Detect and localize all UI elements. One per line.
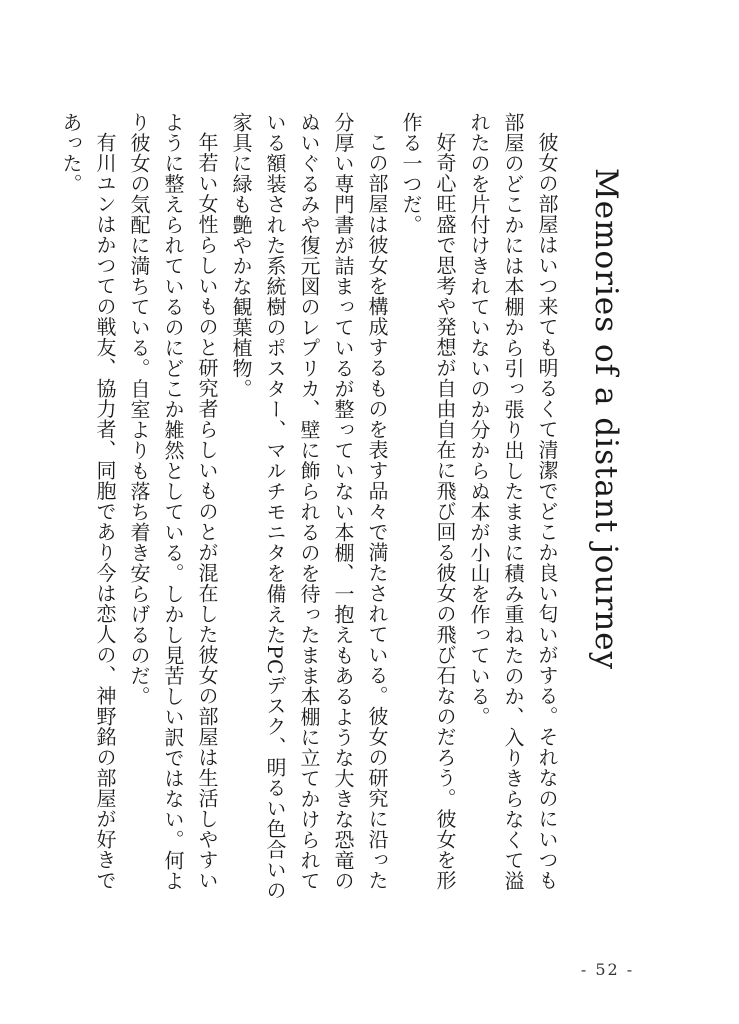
body-text — [54, 112, 564, 902]
paragraph: 有川ユンはかつての戦友、協力者、同胞であり今は恋人の、神野銘の部屋が好きであった。 — [59, 112, 117, 891]
chapter-title: Memories of a distant journey — [588, 168, 624, 671]
paragraph: 好奇心旺盛で思考や発想が自由自在に飛び回る彼女の飛び石なのだろう。彼女を形作る一つだ。 — [399, 112, 457, 891]
page-number-container — [0, 960, 739, 979]
page-number: - 52 - — [580, 960, 635, 979]
paragraph: この部屋は彼女を構成するものを表す品々で満たされている。彼女の研究に沿った分厚い専門書が詰まっているが整っていない本棚、一抱えもあるような大きな恐竜のぬいぐるみや復元図のレプリカ、壁に飾られるのを待ったまま本棚に立てかけられている額装された系統樹のポスター、マルチモニタを備えたPCデスク、明るい色合いの家具に緑も艶やかな観葉植物。 — [229, 112, 389, 901]
paragraph: 彼女の部屋はいつ来ても明るくて清潔でどこか良い匂いがする。それなのにいつも部屋のどこかには本棚から引っ張り出したままに積み重ねたのか、入りきらなくて溢れたのを片付けきれていないのか分からぬ本が小山を作っている。 — [467, 112, 559, 891]
paragraph: 年若い女性らしいものと研究者らしいものとが混在した彼女の部屋は生活しやすいように整えられているのにどこか雑然としている。しかし見苦しい訳ではない。何より彼女の気配に満ちている。自室よりも落ち着き安らげるのだ。 — [127, 112, 219, 891]
